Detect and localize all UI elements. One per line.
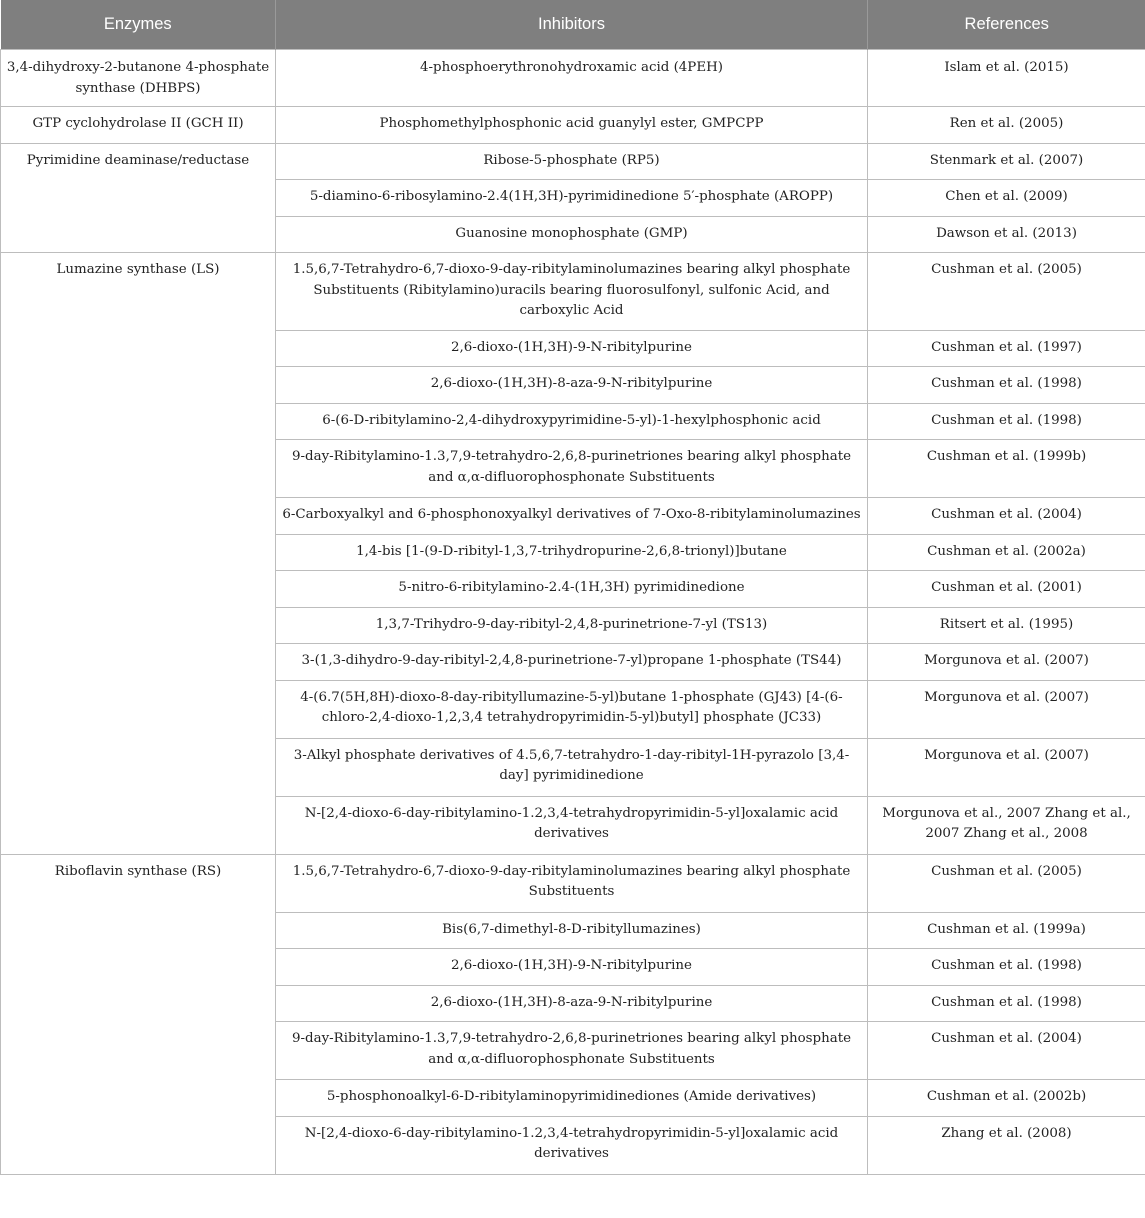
inhibitor-cell: 1,3,7-Trihydro-9-day-ribityl-2,4,8-purinetrione-7-yl (TS13) <box>276 607 868 644</box>
inhibitor-cell: 2,6-dioxo-(1H,3H)-8-aza-9-N-ribitylpurine <box>276 367 868 404</box>
inhibitor-cell: 2,6-dioxo-(1H,3H)-9-N-ribitylpurine <box>276 949 868 986</box>
reference-cell: Morgunova et al. (2007) <box>868 680 1145 738</box>
reference-cell: Cushman et al. (1998) <box>868 367 1145 404</box>
reference-cell: Cushman et al. (1998) <box>868 403 1145 440</box>
inhibitor-cell: 1,4-bis [1-(9-D-ribityl-1,3,7-trihydropurine-2,6,8-trionyl)]butane <box>276 534 868 571</box>
enzyme-cell: GTP cyclohydrolase II (GCH II) <box>1 107 276 144</box>
reference-cell: Cushman et al. (2001) <box>868 571 1145 608</box>
inhibitor-cell: 1.5,6,7-Tetrahydro-6,7-dioxo-9-day-ribitylaminolumazines bearing alkyl phosphate Substituents (Ribitylamino)uracils bearing fluorosulfonyl, sulfonic Acid, and carboxylic Acid <box>276 253 868 331</box>
reference-cell: Cushman et al. (2004) <box>868 1022 1145 1080</box>
reference-cell: Morgunova et al., 2007 Zhang et al., 2007 Zhang et al., 2008 <box>868 796 1145 854</box>
reference-cell: Ren et al. (2005) <box>868 107 1145 144</box>
reference-cell: Chen et al. (2009) <box>868 180 1145 217</box>
inhibitor-cell: 2,6-dioxo-(1H,3H)-8-aza-9-N-ribitylpurine <box>276 985 868 1022</box>
reference-cell: Zhang et al. (2008) <box>868 1116 1145 1174</box>
inhibitor-cell: 3-(1,3-dihydro-9-day-ribityl-2,4,8-purinetrione-7-yl)propane 1-phosphate (TS44) <box>276 644 868 681</box>
enzyme-cell: 3,4-dihydroxy-2-butanone 4-phosphate synthase (DHBPS) <box>1 50 276 107</box>
reference-cell: Cushman et al. (1997) <box>868 330 1145 367</box>
reference-cell: Stenmark et al. (2007) <box>868 143 1145 180</box>
inhibitor-cell: 9-day-Ribitylamino-1.3,7,9-tetrahydro-2,6,8-purinetriones bearing alkyl phosphate and α,α-difluorophosphonate Substituents <box>276 1022 868 1080</box>
inhibitor-cell: 9-day-Ribitylamino-1.3,7,9-tetrahydro-2,6,8-purinetriones bearing alkyl phosphate and α,α-difluorophosphonate Substituents <box>276 440 868 498</box>
reference-cell: Cushman et al. (2004) <box>868 498 1145 535</box>
reference-cell: Morgunova et al. (2007) <box>868 738 1145 796</box>
table-row <box>1 253 1145 331</box>
inhibitor-cell: 6-Carboxyalkyl and 6-phosphonoxyalkyl derivatives of 7-Oxo-8-ribitylaminolumazines <box>276 498 868 535</box>
header-references: References <box>868 0 1145 50</box>
table-row <box>1 107 1145 144</box>
inhibitor-cell: 5-phosphonoalkyl-6-D-ribitylaminopyrimidinediones (Amide derivatives) <box>276 1080 868 1117</box>
inhibitor-cell: N-[2,4-dioxo-6-day-ribitylamino-1.2,3,4-tetrahydropyrimidin-5-yl]oxalamic acid derivatives <box>276 796 868 854</box>
inhibitor-cell: Phosphomethylphosphonic acid guanylyl ester, GMPCPP <box>276 107 868 144</box>
reference-cell: Cushman et al. (1998) <box>868 949 1145 986</box>
enzyme-cell: Pyrimidine deaminase/reductase <box>1 143 276 253</box>
header-inhibitors: Inhibitors <box>276 0 868 50</box>
inhibitor-cell: 4-(6.7(5H,8H)-dioxo-8-day-ribityllumazine-5-yl)butane 1-phosphate (GJ43) [4-(6-chloro-2,4-dioxo-1,2,3,4 tetrahydropyrimidin-5-yl)butyl] phosphate (JC33) <box>276 680 868 738</box>
inhibitor-cell: Guanosine monophosphate (GMP) <box>276 216 868 253</box>
table-row <box>1 143 1145 180</box>
reference-cell: Cushman et al. (2002b) <box>868 1080 1145 1117</box>
reference-cell: Cushman et al. (1999b) <box>868 440 1145 498</box>
header-enzymes: Enzymes <box>1 0 276 50</box>
inhibitor-cell: 4-phosphoerythronohydroxamic acid (4PEH) <box>276 50 868 107</box>
reference-cell: Morgunova et al. (2007) <box>868 644 1145 681</box>
reference-cell: Cushman et al. (2002a) <box>868 534 1145 571</box>
inhibitor-cell: Bis(6,7-dimethyl-8-D-ribityllumazines) <box>276 912 868 949</box>
inhibitor-cell: N-[2,4-dioxo-6-day-ribitylamino-1.2,3,4-tetrahydropyrimidin-5-yl]oxalamic acid derivatives <box>276 1116 868 1174</box>
table-row <box>1 854 1145 912</box>
table-row <box>1 50 1145 107</box>
inhibitor-cell: Ribose-5-phosphate (RP5) <box>276 143 868 180</box>
header-row <box>1 0 1145 50</box>
inhibitor-cell: 5-nitro-6-ribitylamino-2.4-(1H,3H) pyrimidinedione <box>276 571 868 608</box>
inhibitor-cell: 6-(6-D-ribitylamino-2,4-dihydroxypyrimidine-5-yl)-1-hexylphosphonic acid <box>276 403 868 440</box>
inhibitor-cell: 1.5,6,7-Tetrahydro-6,7-dioxo-9-day-ribitylaminolumazines bearing alkyl phosphate Substituents <box>276 854 868 912</box>
inhibitor-cell: 5-diamino-6-ribosylamino-2.4(1H,3H)-pyrimidinedione 5′-phosphate (AROPP) <box>276 180 868 217</box>
reference-cell: Cushman et al. (2005) <box>868 253 1145 331</box>
reference-cell: Islam et al. (2015) <box>868 50 1145 107</box>
reference-cell: Dawson et al. (2013) <box>868 216 1145 253</box>
reference-cell: Ritsert et al. (1995) <box>868 607 1145 644</box>
enzyme-cell: Lumazine synthase (LS) <box>1 253 276 855</box>
reference-cell: Cushman et al. (1998) <box>868 985 1145 1022</box>
enzyme-cell: Riboflavin synthase (RS) <box>1 854 276 1174</box>
reference-cell: Cushman et al. (1999a) <box>868 912 1145 949</box>
inhibitor-cell: 2,6-dioxo-(1H,3H)-9-N-ribitylpurine <box>276 330 868 367</box>
reference-cell: Cushman et al. (2005) <box>868 854 1145 912</box>
inhibitor-cell: 3-Alkyl phosphate derivatives of 4.5,6,7-tetrahydro-1-day-ribityl-1H-pyrazolo [3,4-day] pyrimidinedione <box>276 738 868 796</box>
